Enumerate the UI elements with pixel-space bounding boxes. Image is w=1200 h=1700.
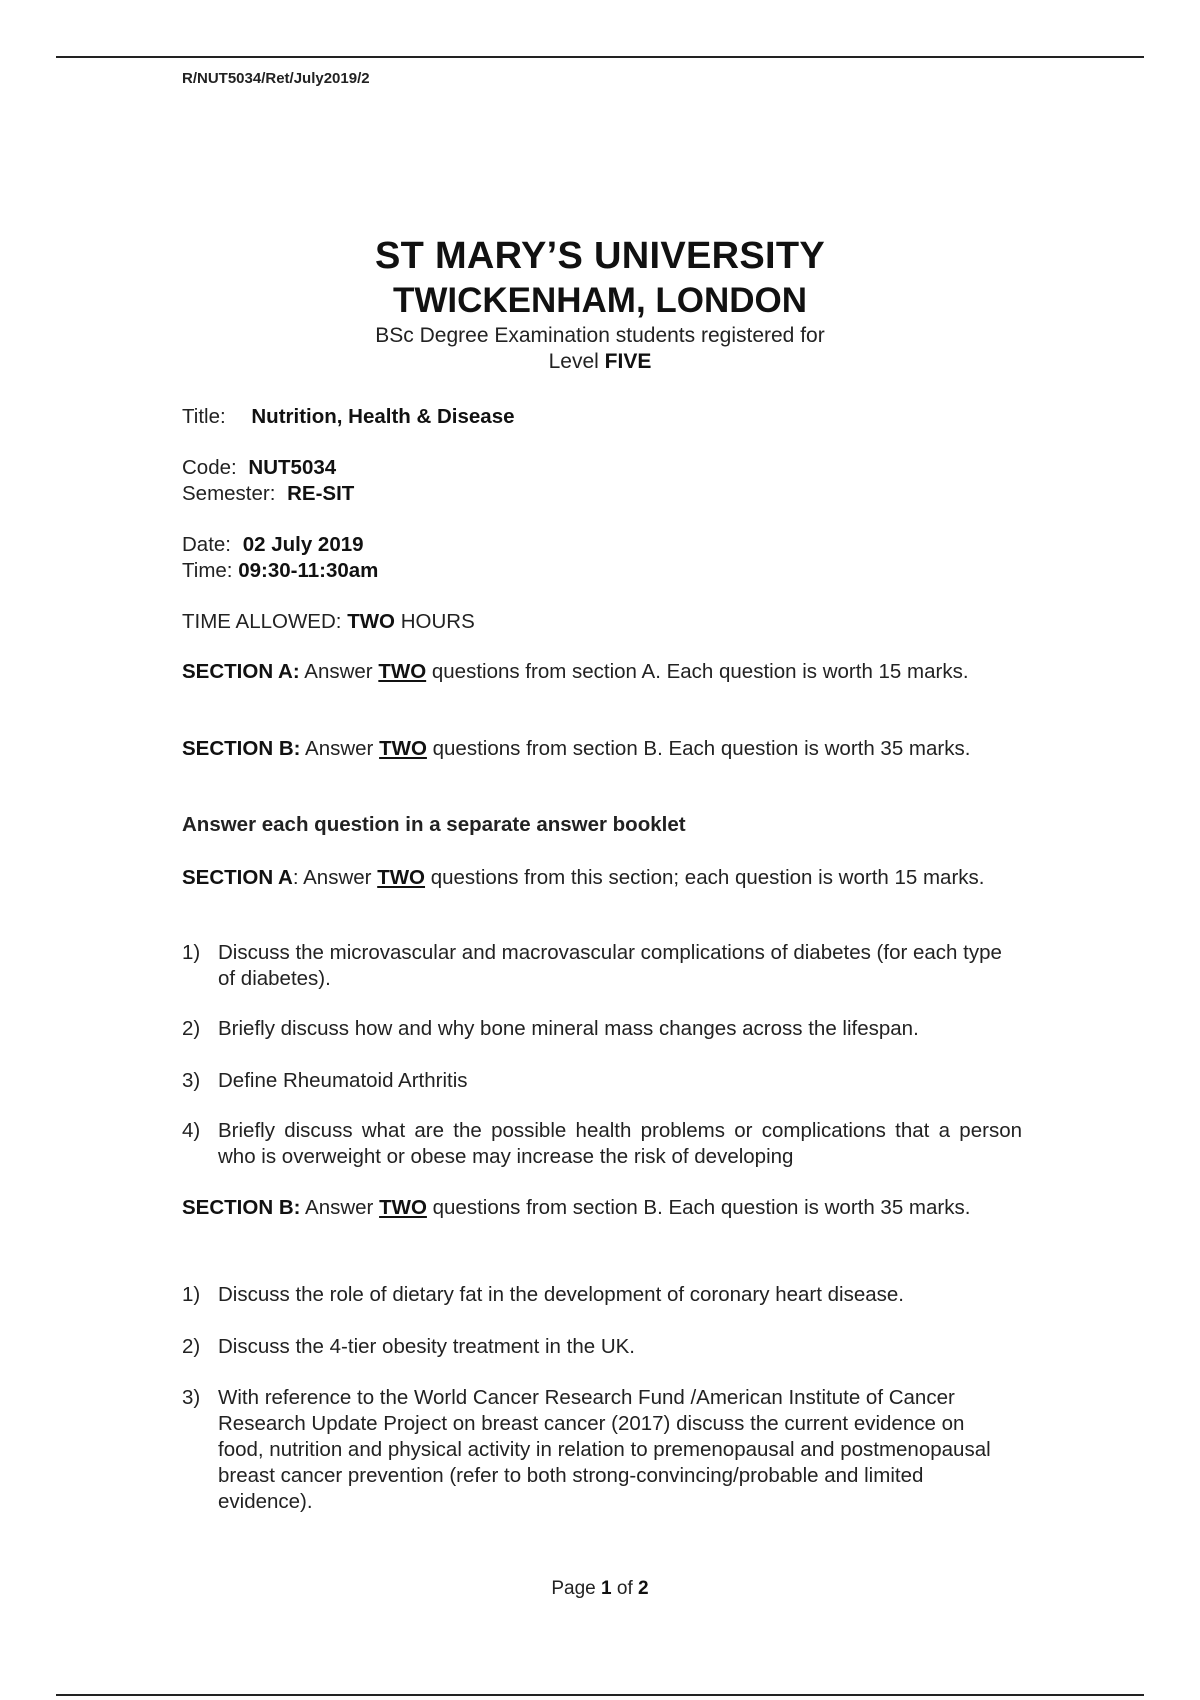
- instruction-a-post: questions from section A. Each question is worth 15 marks.: [431, 660, 969, 683]
- instruction-a-two: TWO: [378, 660, 427, 683]
- page-number: [0, 1578, 1200, 1600]
- code-label: Code:: [182, 456, 237, 479]
- exam-level: [0, 350, 1200, 374]
- exam-subtitle: BSc Degree Examination students registered for: [375, 324, 825, 347]
- section-b-post: questions from section B. Each question is worth 35 marks.: [432, 1196, 971, 1219]
- top-rule: [56, 56, 1144, 58]
- page-of: of: [616, 1578, 633, 1599]
- section-b-pre: Answer: [305, 1196, 374, 1219]
- section-b-question: [182, 1282, 1022, 1308]
- question-number: 2): [182, 1335, 201, 1358]
- question-number: 2): [182, 1017, 201, 1040]
- title-label: Title:: [182, 405, 226, 428]
- section-a-two: TWO: [377, 866, 426, 889]
- time-label: Time:: [182, 559, 233, 582]
- instruction-section-a: [182, 659, 982, 685]
- section-a-post: questions from this section; each question is worth 15 marks.: [430, 866, 985, 889]
- instruction-b-post: questions from section B. Each question is worth 35 marks.: [432, 737, 971, 760]
- exam-semester-row: [182, 482, 354, 506]
- section-b-two: TWO: [379, 1196, 427, 1219]
- booklet-instruction: Answer each question in a separate answer booklet: [182, 813, 686, 836]
- time-allowed-label: TIME ALLOWED:: [182, 610, 342, 633]
- page-label: Page: [551, 1578, 596, 1599]
- section-a-pre: : Answer: [292, 866, 372, 889]
- section-a-heading: [182, 865, 1002, 891]
- section-b-label: SECTION B:: [182, 1196, 301, 1219]
- question-text: Discuss the microvascular and macrovascular complications of diabetes (for each type of diabetes).: [218, 941, 1002, 990]
- time-allowed-value: TWO: [347, 610, 396, 633]
- exam-title-row: [182, 405, 515, 429]
- question-text: Discuss the 4-tier obesity treatment in the UK.: [218, 1335, 636, 1358]
- section-a-question: [182, 1068, 1022, 1094]
- university-name: ST MARY’S UNIVERSITY: [374, 235, 826, 277]
- level-value: FIVE: [604, 350, 652, 373]
- question-number: 1): [182, 941, 201, 964]
- question-text: Define Rheumatoid Arthritis: [218, 1069, 468, 1092]
- instruction-section-b: [182, 736, 982, 762]
- bottom-rule: [56, 1694, 1144, 1696]
- semester-label: Semester:: [182, 482, 276, 505]
- instruction-b-pre: Answer: [305, 737, 374, 760]
- section-b-question: [182, 1334, 1022, 1360]
- section-b-question: [182, 1385, 1012, 1515]
- instruction-a-pre: Answer: [304, 660, 373, 683]
- section-a-question: [182, 1016, 1022, 1042]
- question-text: Briefly discuss what are the possible health problems or complications that a person who is overweight or obese may increase the risk of developing: [218, 1119, 1022, 1168]
- date-value: 02 July 2019: [242, 533, 364, 556]
- time-allowed-row: [182, 610, 475, 634]
- date-label: Date:: [182, 533, 231, 556]
- semester-value: RE-SIT: [287, 482, 355, 505]
- exam-code-row: [182, 456, 336, 480]
- instruction-b-label: SECTION B:: [182, 737, 301, 760]
- time-allowed-unit: HOURS: [400, 610, 475, 633]
- question-text: Briefly discuss how and why bone mineral mass changes across the lifespan.: [218, 1017, 919, 1040]
- section-b-heading: [182, 1195, 982, 1221]
- university-location: TWICKENHAM, LONDON: [392, 281, 808, 320]
- section-a-question: [182, 940, 1022, 992]
- section-a-question: [182, 1118, 1022, 1170]
- instruction-b-two: TWO: [379, 737, 427, 760]
- question-text: With reference to the World Cancer Research Fund /American Institute of Cancer Research Update Project on breast cancer (2017) discuss the current evidence on food, nutrition and physical activity in relation to premenopausal and postmenopausal breast cancer prevention (refer to both strong-convincing/probable and limited evidence).: [218, 1386, 991, 1513]
- title-value: Nutrition, Health & Disease: [251, 405, 515, 428]
- code-value: NUT5034: [248, 456, 337, 479]
- instruction-a-label: SECTION A:: [182, 660, 300, 683]
- question-number: 3): [182, 1069, 201, 1092]
- section-a-label: SECTION A: [182, 866, 293, 889]
- question-text: Discuss the role of dietary fat in the development of coronary heart disease.: [218, 1283, 904, 1306]
- question-number: 1): [182, 1283, 201, 1306]
- exam-date-row: [182, 533, 364, 557]
- question-number: 4): [182, 1119, 201, 1142]
- question-number: 3): [182, 1386, 201, 1409]
- page-current: 1: [601, 1578, 612, 1599]
- exam-time-row: [182, 559, 378, 583]
- level-label: Level: [548, 350, 599, 373]
- time-value: 09:30-11:30am: [238, 559, 379, 582]
- page-total: 2: [638, 1578, 649, 1599]
- document-reference: R/NUT5034/Ret/July2019/2: [182, 70, 370, 87]
